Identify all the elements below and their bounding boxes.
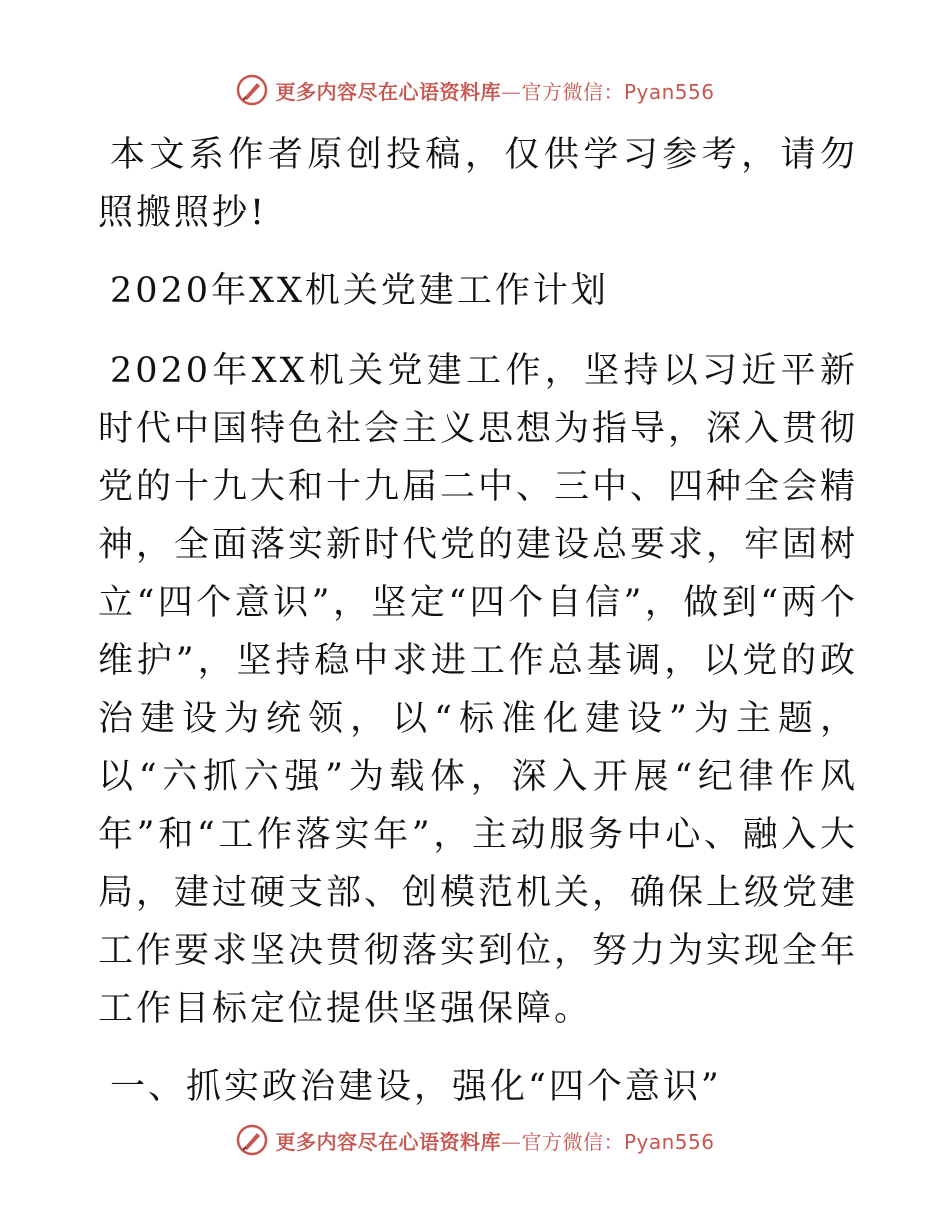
- quill-pen-logo-icon: [235, 1123, 269, 1157]
- section-heading: 一、抓实政治建设，强化“四个意识”: [110, 1067, 722, 1107]
- watermark-account: 官方微信：Pyan556: [521, 1129, 715, 1154]
- watermark-header: [0, 68, 950, 112]
- document-title: 2020年XX机关党建工作计划: [110, 271, 609, 311]
- body-paragraph: 2020年XX机关党建工作，坚持以习近平新时代中国特色社会主义思想为指导，深入贯彻党的十九大和十九届二中、三中、四种全会精神，全面落实新时代党的建设总要求，牢固树立“四个意识”，坚定“四个自信”，做到“两个维护”，坚持稳中求进工作总基调，以党的政治建设为统领，以“标准化建设”为主题，以“六抓六强”为载体，深入开展“纪律作风年”和“工作落实年”，主动服务中心、融入大局，建过硬支部、创模范机关，确保上级党建工作要求坚决贯彻落实到位，努力为实现全年工作目标定位提供坚强保障。: [98, 351, 859, 1029]
- document-body: [98, 126, 858, 1136]
- watermark-separator: —: [500, 79, 522, 104]
- watermark-account: 官方微信：Pyan556: [521, 79, 715, 104]
- copyright-notice: 本文系作者原创投稿，仅供学习参考，请勿照搬照抄!: [98, 135, 858, 233]
- watermark-main-text: 更多内容尽在心语资料库: [275, 1129, 501, 1154]
- watermark-main-text: 更多内容尽在心语资料库: [275, 79, 501, 104]
- quill-pen-logo-icon: [235, 73, 269, 107]
- watermark-separator: —: [500, 1129, 522, 1154]
- watermark-footer: [0, 1118, 950, 1162]
